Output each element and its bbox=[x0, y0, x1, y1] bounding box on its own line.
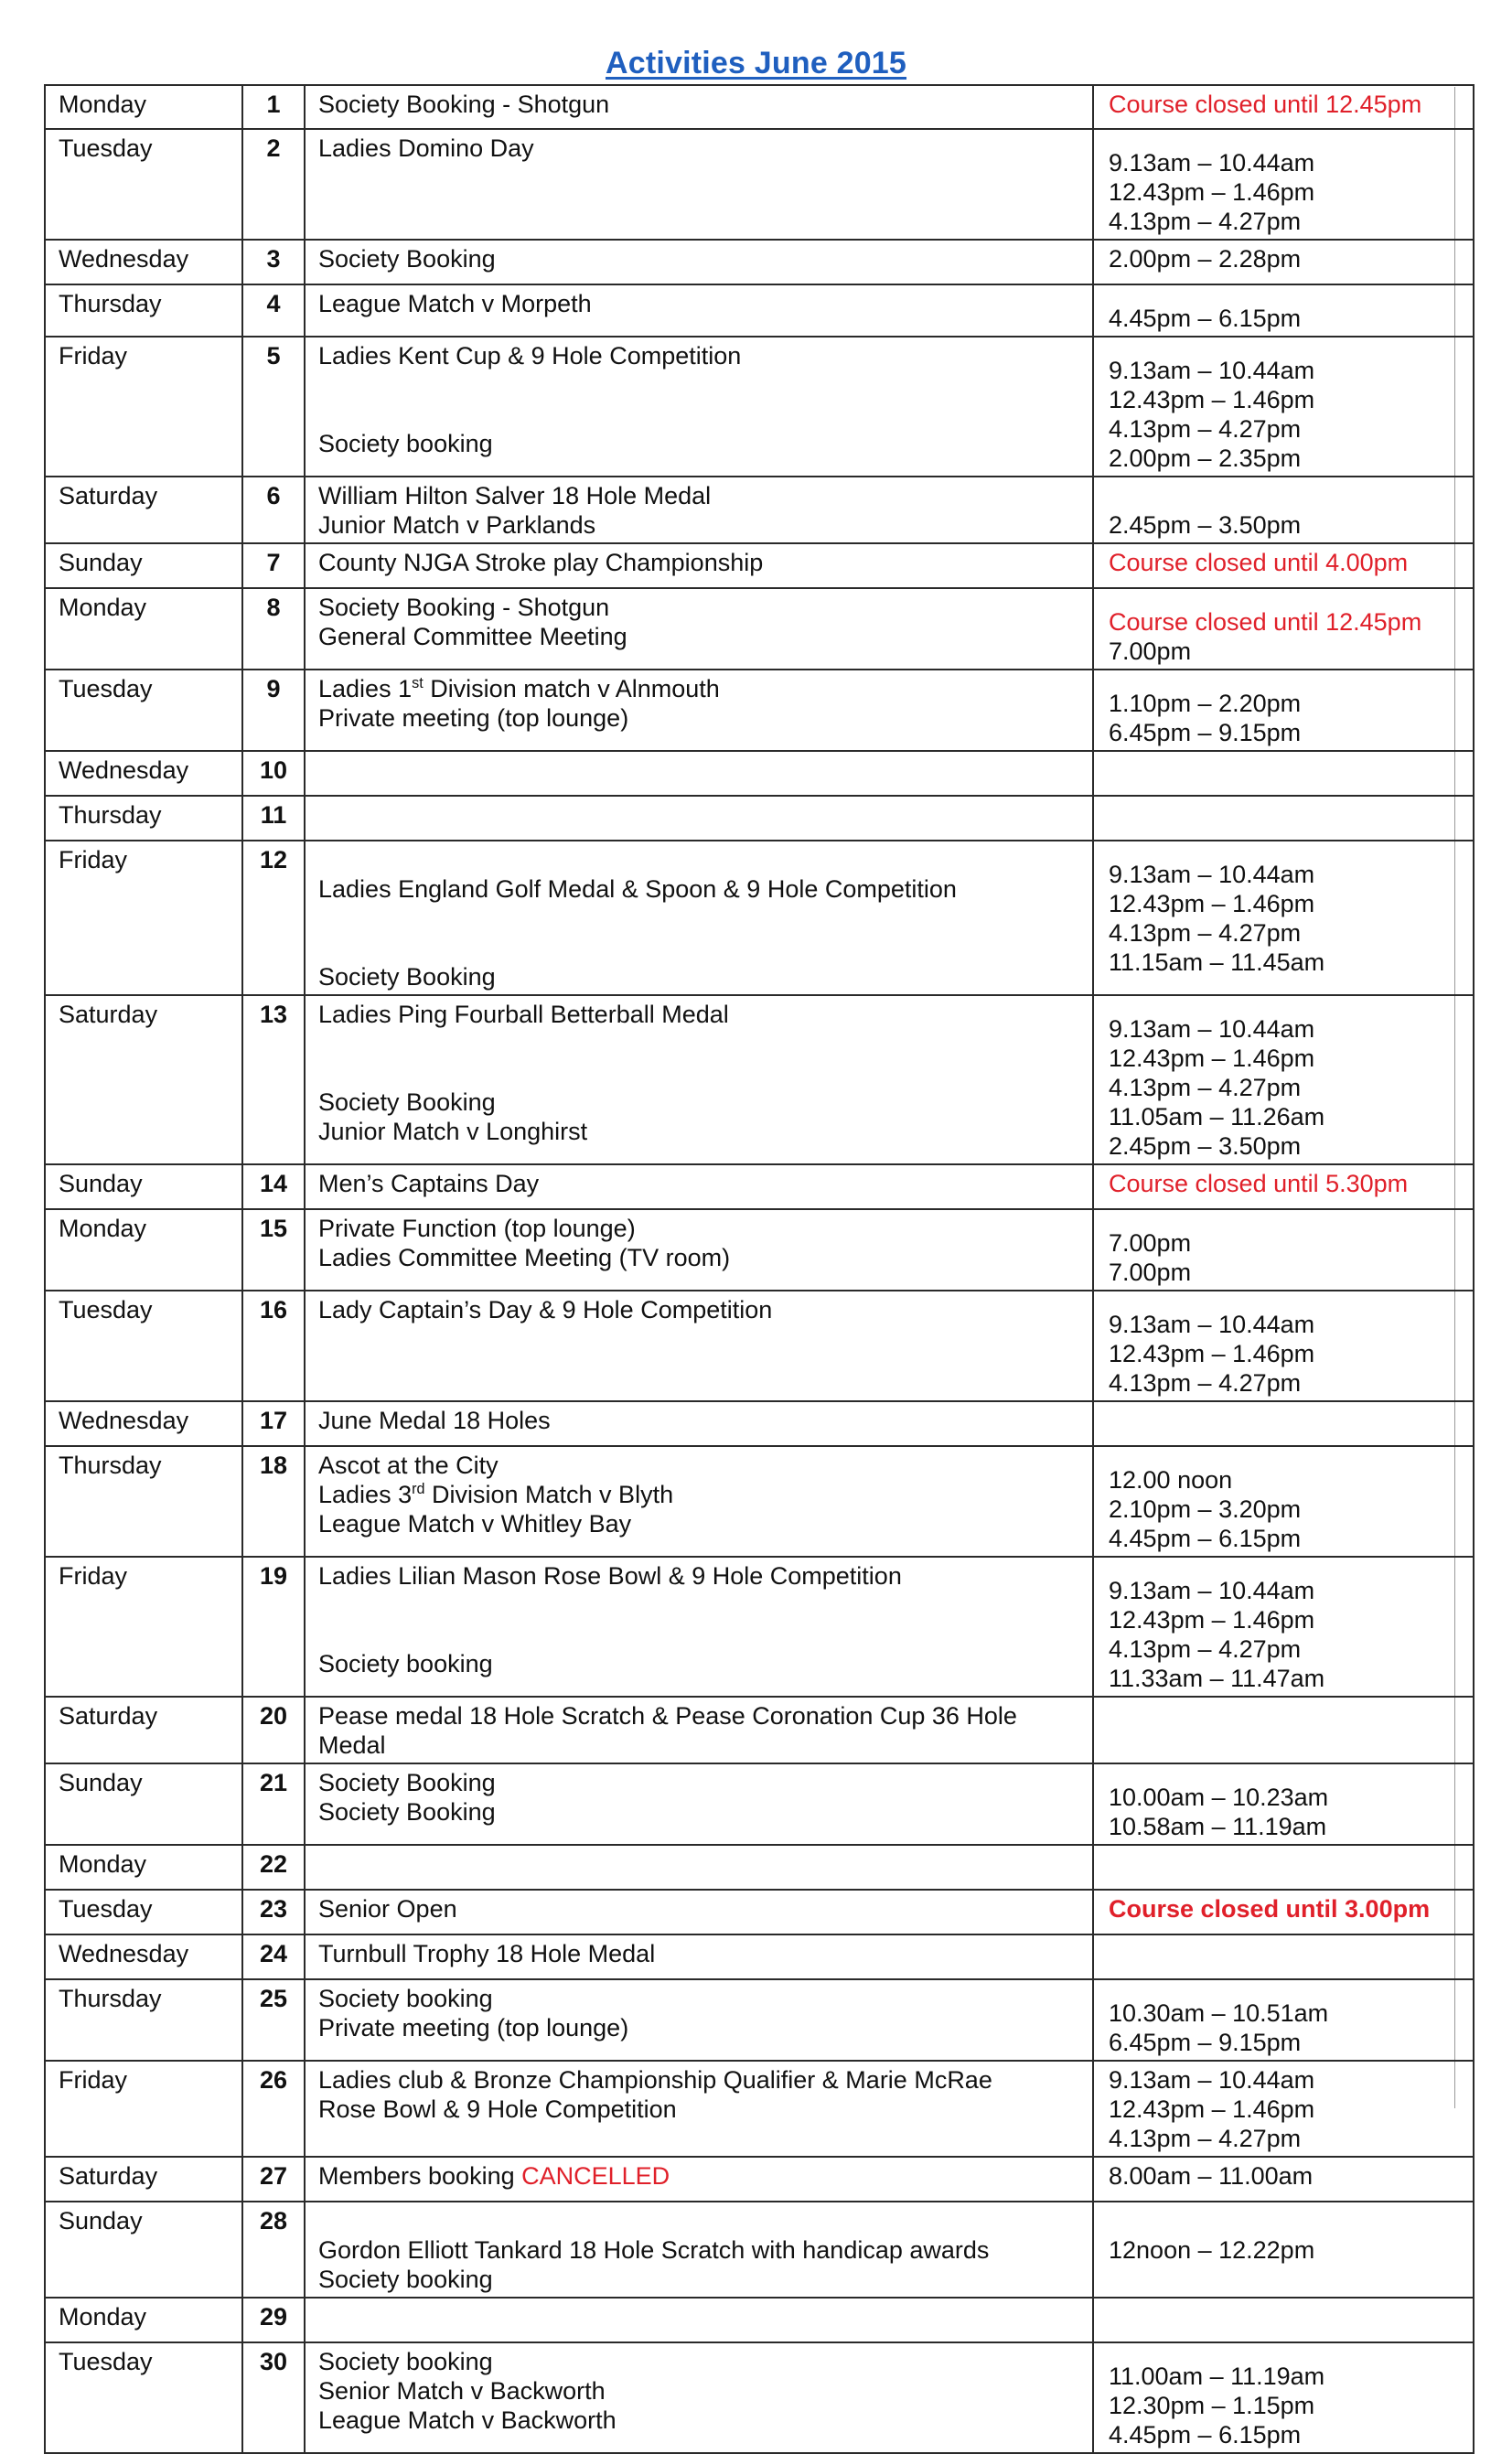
time-cell bbox=[1093, 1845, 1474, 1890]
activity-text: Members booking bbox=[318, 2162, 522, 2190]
time-line: 4.13pm – 4.27pm bbox=[1109, 415, 1302, 443]
time-line: 10.58am – 11.19am bbox=[1109, 1813, 1327, 1840]
day-cell: Friday bbox=[45, 337, 242, 477]
time-line: 4.13pm – 4.27pm bbox=[1109, 1074, 1302, 1101]
time-line: 7.00pm bbox=[1109, 1259, 1192, 1286]
table-row bbox=[45, 995, 1474, 1164]
activity-line: Gordon Elliott Tankard 18 Hole Scratch with handicap awards bbox=[318, 2236, 990, 2264]
activity-line: Men’s Captains Day bbox=[318, 1170, 540, 1197]
date-cell: 30 bbox=[242, 2342, 305, 2453]
date-cell: 2 bbox=[242, 129, 305, 240]
date-cell: 17 bbox=[242, 1401, 305, 1446]
activity-cell bbox=[305, 670, 1093, 751]
time-line: 9.13am – 10.44am bbox=[1109, 1577, 1315, 1604]
time-cell bbox=[1093, 1697, 1474, 1763]
course-closed-notice: Course closed until 4.00pm bbox=[1109, 549, 1409, 576]
activity-cell bbox=[305, 1446, 1093, 1557]
date-cell: 20 bbox=[242, 1697, 305, 1763]
date-cell: 1 bbox=[242, 85, 305, 129]
activity-cell bbox=[305, 2157, 1093, 2202]
activity-line: Society booking bbox=[318, 1650, 493, 1677]
time-cell bbox=[1093, 1979, 1474, 2061]
date-cell: 11 bbox=[242, 796, 305, 841]
table-row bbox=[45, 337, 1474, 477]
time-line: 12.30pm – 1.15pm bbox=[1109, 2392, 1315, 2419]
course-closed-notice: Course closed until 3.00pm bbox=[1109, 1895, 1431, 1923]
activity-cell bbox=[305, 129, 1093, 240]
activity-line: Society Booking - Shotgun bbox=[318, 594, 610, 621]
course-closed-notice: Course closed until 5.30pm bbox=[1109, 1170, 1409, 1197]
activity-cell bbox=[305, 477, 1093, 543]
time-line: 12.43pm – 1.46pm bbox=[1109, 178, 1315, 206]
time-cell bbox=[1093, 1291, 1474, 1401]
date-cell: 22 bbox=[242, 1845, 305, 1890]
table-row bbox=[45, 2061, 1474, 2157]
day-cell: Sunday bbox=[45, 543, 242, 588]
time-cell bbox=[1093, 2342, 1474, 2453]
time-line: 4.45pm – 6.15pm bbox=[1109, 305, 1302, 332]
day-cell: Tuesday bbox=[45, 670, 242, 751]
activity-cell bbox=[305, 85, 1093, 129]
table-row bbox=[45, 284, 1474, 337]
time-line: 7.00pm bbox=[1109, 1229, 1192, 1257]
activity-cell bbox=[305, 751, 1093, 796]
activity-line: Ladies Domino Day bbox=[318, 134, 534, 162]
table-row bbox=[45, 1697, 1474, 1763]
date-cell: 19 bbox=[242, 1557, 305, 1697]
day-cell: Monday bbox=[45, 2298, 242, 2342]
date-cell: 23 bbox=[242, 1890, 305, 1934]
time-cell bbox=[1093, 796, 1474, 841]
activity-line: League Match v Backworth bbox=[318, 2406, 617, 2434]
activity-line bbox=[318, 2161, 1081, 2191]
activity-line: Turnbull Trophy 18 Hole Medal bbox=[318, 1940, 656, 1967]
activity-line: Ladies England Golf Medal & Spoon & 9 Hole Competition bbox=[318, 875, 957, 903]
date-cell: 15 bbox=[242, 1209, 305, 1291]
day-cell: Monday bbox=[45, 1845, 242, 1890]
time-line: 1.10pm – 2.20pm bbox=[1109, 690, 1302, 717]
day-cell: Saturday bbox=[45, 2157, 242, 2202]
day-cell: Saturday bbox=[45, 995, 242, 1164]
time-line: 4.13pm – 4.27pm bbox=[1109, 919, 1302, 947]
day-cell: Tuesday bbox=[45, 129, 242, 240]
table-row bbox=[45, 1401, 1474, 1446]
activity-line: June Medal 18 Holes bbox=[318, 1407, 551, 1434]
table-row bbox=[45, 2298, 1474, 2342]
activity-line: County NJGA Stroke play Championship bbox=[318, 549, 764, 576]
date-cell: 28 bbox=[242, 2202, 305, 2298]
day-cell: Wednesday bbox=[45, 751, 242, 796]
time-line: 2.10pm – 3.20pm bbox=[1109, 1495, 1302, 1523]
activity-line: Medal bbox=[318, 1731, 386, 1759]
day-cell: Monday bbox=[45, 588, 242, 670]
time-cell bbox=[1093, 841, 1474, 995]
activity-line: Ladies Lilian Mason Rose Bowl & 9 Hole Competition bbox=[318, 1562, 902, 1590]
time-cell bbox=[1093, 1557, 1474, 1697]
date-cell: 3 bbox=[242, 240, 305, 284]
day-cell: Thursday bbox=[45, 1979, 242, 2061]
time-cell bbox=[1093, 1446, 1474, 1557]
time-cell bbox=[1093, 2061, 1474, 2157]
time-cell bbox=[1093, 1209, 1474, 1291]
date-cell: 10 bbox=[242, 751, 305, 796]
activity-line: Junior Match v Parklands bbox=[318, 511, 596, 539]
activity-cell bbox=[305, 284, 1093, 337]
activity-line: Private meeting (top lounge) bbox=[318, 704, 629, 732]
table-row bbox=[45, 1890, 1474, 1934]
activity-cell bbox=[305, 2298, 1093, 2342]
table-row bbox=[45, 2202, 1474, 2298]
time-line: 12.43pm – 1.46pm bbox=[1109, 2095, 1315, 2123]
activity-cell bbox=[305, 337, 1093, 477]
course-closed-notice: Course closed until 12.45pm bbox=[1109, 91, 1422, 118]
date-cell: 6 bbox=[242, 477, 305, 543]
time-cell bbox=[1093, 85, 1474, 129]
table-row bbox=[45, 796, 1474, 841]
table-row bbox=[45, 751, 1474, 796]
table-row bbox=[45, 1209, 1474, 1291]
activity-cell bbox=[305, 1890, 1093, 1934]
activity-line: League Match v Morpeth bbox=[318, 290, 592, 317]
activity-text: Division Match v Blyth bbox=[424, 1481, 674, 1508]
activity-line: Rose Bowl & 9 Hole Competition bbox=[318, 2095, 677, 2123]
time-line: 12.43pm – 1.46pm bbox=[1109, 1606, 1315, 1634]
time-line: 11.15am – 11.45am bbox=[1109, 948, 1325, 976]
activity-cell bbox=[305, 543, 1093, 588]
time-line: 9.13am – 10.44am bbox=[1109, 1311, 1315, 1338]
activity-line: Society Booking bbox=[318, 963, 496, 991]
activity-line: League Match v Whitley Bay bbox=[318, 1510, 632, 1538]
time-line: 4.13pm – 4.27pm bbox=[1109, 208, 1302, 235]
activity-cell bbox=[305, 240, 1093, 284]
time-cell bbox=[1093, 129, 1474, 240]
activity-cell bbox=[305, 1845, 1093, 1890]
page-title bbox=[0, 46, 1512, 81]
time-cell bbox=[1093, 477, 1474, 543]
date-cell: 4 bbox=[242, 284, 305, 337]
time-line: 12.00 noon bbox=[1109, 1466, 1233, 1494]
table-row bbox=[45, 1164, 1474, 1209]
activity-line: Society booking bbox=[318, 1985, 493, 2012]
time-cell bbox=[1093, 337, 1474, 477]
activity-line: Senior Match v Backworth bbox=[318, 2377, 606, 2405]
activity-line: William Hilton Salver 18 Hole Medal bbox=[318, 482, 712, 509]
time-cell bbox=[1093, 1763, 1474, 1845]
time-cell bbox=[1093, 995, 1474, 1164]
table-row bbox=[45, 240, 1474, 284]
activity-line: Society booking bbox=[318, 2266, 493, 2293]
date-cell: 14 bbox=[242, 1164, 305, 1209]
activity-line: Ascot at the City bbox=[318, 1452, 499, 1479]
date-cell: 5 bbox=[242, 337, 305, 477]
day-cell: Thursday bbox=[45, 284, 242, 337]
time-cell bbox=[1093, 1890, 1474, 1934]
time-line: 12.43pm – 1.46pm bbox=[1109, 386, 1315, 413]
activity-text: Division match v Alnmouth bbox=[423, 675, 720, 702]
page-title-text: Activities June 2015 bbox=[605, 46, 907, 80]
activity-cell bbox=[305, 1557, 1093, 1697]
activity-line: Society Booking bbox=[318, 245, 496, 273]
day-cell: Friday bbox=[45, 1557, 242, 1697]
date-cell: 24 bbox=[242, 1934, 305, 1979]
activity-cell bbox=[305, 1164, 1093, 1209]
time-line: 9.13am – 10.44am bbox=[1109, 861, 1315, 888]
time-cell bbox=[1093, 543, 1474, 588]
day-cell: Sunday bbox=[45, 2202, 242, 2298]
time-line: 12.43pm – 1.46pm bbox=[1109, 1340, 1315, 1367]
day-cell: Sunday bbox=[45, 1763, 242, 1845]
time-line: 12noon – 12.22pm bbox=[1109, 2236, 1315, 2264]
activity-line: General Committee Meeting bbox=[318, 623, 627, 650]
time-cell bbox=[1093, 1401, 1474, 1446]
day-cell: Thursday bbox=[45, 1446, 242, 1557]
day-cell: Tuesday bbox=[45, 1890, 242, 1934]
activity-cell bbox=[305, 841, 1093, 995]
activity-cell bbox=[305, 1697, 1093, 1763]
time-line: 12.43pm – 1.46pm bbox=[1109, 1045, 1315, 1072]
time-cell bbox=[1093, 670, 1474, 751]
day-cell: Monday bbox=[45, 85, 242, 129]
time-line: 4.45pm – 6.15pm bbox=[1109, 1525, 1302, 1552]
activity-cell bbox=[305, 1291, 1093, 1401]
date-cell: 26 bbox=[242, 2061, 305, 2157]
activity-cell bbox=[305, 1209, 1093, 1291]
table-row bbox=[45, 1763, 1474, 1845]
table-row bbox=[45, 2342, 1474, 2453]
activity-cell bbox=[305, 2342, 1093, 2453]
time-line: 4.13pm – 4.27pm bbox=[1109, 2125, 1302, 2152]
day-cell: Saturday bbox=[45, 1697, 242, 1763]
day-cell: Saturday bbox=[45, 477, 242, 543]
table-row bbox=[45, 85, 1474, 129]
table-row bbox=[45, 1845, 1474, 1890]
time-line: 2.45pm – 3.50pm bbox=[1109, 1132, 1302, 1160]
activity-line: Ladies Ping Fourball Betterball Medal bbox=[318, 1001, 729, 1028]
activity-cell bbox=[305, 1401, 1093, 1446]
time-line: 9.13am – 10.44am bbox=[1109, 357, 1315, 384]
time-line: 12.43pm – 1.46pm bbox=[1109, 890, 1315, 917]
activities-table-body bbox=[45, 85, 1474, 2453]
date-cell: 21 bbox=[242, 1763, 305, 1845]
day-cell: Wednesday bbox=[45, 1401, 242, 1446]
date-cell: 29 bbox=[242, 2298, 305, 2342]
time-line: 6.45pm – 9.15pm bbox=[1109, 2029, 1302, 2056]
day-cell: Friday bbox=[45, 841, 242, 995]
date-cell: 9 bbox=[242, 670, 305, 751]
date-cell: 12 bbox=[242, 841, 305, 995]
date-cell: 16 bbox=[242, 1291, 305, 1401]
time-line: 9.13am – 10.44am bbox=[1109, 2066, 1315, 2094]
activity-cell bbox=[305, 588, 1093, 670]
time-line: 6.45pm – 9.15pm bbox=[1109, 719, 1302, 746]
date-cell: 25 bbox=[242, 1979, 305, 2061]
activities-table bbox=[44, 84, 1474, 2454]
activity-cell bbox=[305, 1979, 1093, 2061]
table-row bbox=[45, 1557, 1474, 1697]
activity-line: Society booking bbox=[318, 430, 493, 457]
activity-line: Lady Captain’s Day & 9 Hole Competition bbox=[318, 1296, 773, 1323]
table-row bbox=[45, 2157, 1474, 2202]
time-line: 11.00am – 11.19am bbox=[1109, 2363, 1325, 2390]
time-line: 8.00am – 11.00am bbox=[1109, 2162, 1314, 2190]
time-cell bbox=[1093, 1934, 1474, 1979]
activity-cell bbox=[305, 1763, 1093, 1845]
time-cell bbox=[1093, 284, 1474, 337]
day-cell: Tuesday bbox=[45, 1291, 242, 1401]
time-line: 9.13am – 10.44am bbox=[1109, 149, 1315, 177]
time-line: 4.13pm – 4.27pm bbox=[1109, 1369, 1302, 1397]
time-line: 10.30am – 10.51am bbox=[1109, 1999, 1329, 2027]
table-row bbox=[45, 1446, 1474, 1557]
time-cell bbox=[1093, 2298, 1474, 2342]
activity-line bbox=[318, 1480, 1081, 1509]
table-row bbox=[45, 670, 1474, 751]
activity-line: Society Booking bbox=[318, 1769, 496, 1796]
day-cell: Friday bbox=[45, 2061, 242, 2157]
activity-line: Ladies club & Bronze Championship Qualifier & Marie McRae bbox=[318, 2066, 992, 2094]
activity-line: Private Function (top lounge) bbox=[318, 1215, 636, 1242]
activity-cell bbox=[305, 2061, 1093, 2157]
activity-line bbox=[318, 674, 1081, 703]
day-cell: Monday bbox=[45, 1209, 242, 1291]
activity-cell bbox=[305, 2202, 1093, 2298]
time-line: 7.00pm bbox=[1109, 638, 1192, 665]
time-line: 10.00am – 10.23am bbox=[1109, 1784, 1329, 1811]
ordinal-suffix: st bbox=[412, 675, 424, 691]
time-cell bbox=[1093, 240, 1474, 284]
time-line: 11.33am – 11.47am bbox=[1109, 1665, 1325, 1692]
activity-line: Society Booking bbox=[318, 1798, 496, 1826]
time-cell bbox=[1093, 2157, 1474, 2202]
activity-line: Society booking bbox=[318, 2348, 493, 2375]
activity-line: Private meeting (top lounge) bbox=[318, 2014, 629, 2041]
date-cell: 8 bbox=[242, 588, 305, 670]
day-cell: Tuesday bbox=[45, 2342, 242, 2453]
activity-line: Ladies Kent Cup & 9 Hole Competition bbox=[318, 342, 742, 370]
time-cell bbox=[1093, 2202, 1474, 2298]
day-cell: Wednesday bbox=[45, 240, 242, 284]
activity-cell bbox=[305, 995, 1093, 1164]
activity-line: Senior Open bbox=[318, 1895, 457, 1923]
time-line: 4.45pm – 6.15pm bbox=[1109, 2421, 1302, 2449]
table-row bbox=[45, 1934, 1474, 1979]
activity-cell bbox=[305, 1934, 1093, 1979]
day-cell: Thursday bbox=[45, 796, 242, 841]
table-row bbox=[45, 543, 1474, 588]
course-closed-notice: Course closed until 12.45pm bbox=[1109, 608, 1422, 636]
activity-line: Ladies Committee Meeting (TV room) bbox=[318, 1244, 731, 1271]
time-line: 4.13pm – 4.27pm bbox=[1109, 1635, 1302, 1663]
day-cell: Wednesday bbox=[45, 1934, 242, 1979]
date-cell: 27 bbox=[242, 2157, 305, 2202]
cancelled-badge: CANCELLED bbox=[521, 2162, 670, 2190]
date-cell: 13 bbox=[242, 995, 305, 1164]
time-line: 2.00pm – 2.35pm bbox=[1109, 445, 1302, 472]
activity-cell bbox=[305, 796, 1093, 841]
date-cell: 18 bbox=[242, 1446, 305, 1557]
activity-line: Pease medal 18 Hole Scratch & Pease Coronation Cup 36 Hole bbox=[318, 1702, 1017, 1730]
activity-line: Society Booking bbox=[318, 1088, 496, 1116]
table-row bbox=[45, 1979, 1474, 2061]
time-cell bbox=[1093, 1164, 1474, 1209]
time-cell bbox=[1093, 588, 1474, 670]
activity-line: Junior Match v Longhirst bbox=[318, 1118, 588, 1145]
activity-text: Ladies 3 bbox=[318, 1481, 413, 1508]
table-row bbox=[45, 841, 1474, 995]
day-cell: Sunday bbox=[45, 1164, 242, 1209]
table-row bbox=[45, 1291, 1474, 1401]
time-line: 2.00pm – 2.28pm bbox=[1109, 245, 1302, 273]
table-row bbox=[45, 588, 1474, 670]
date-cell: 7 bbox=[242, 543, 305, 588]
ordinal-suffix: rd bbox=[412, 1481, 425, 1497]
table-row bbox=[45, 477, 1474, 543]
time-line: 2.45pm – 3.50pm bbox=[1109, 511, 1302, 539]
time-cell bbox=[1093, 751, 1474, 796]
time-line: 11.05am – 11.26am bbox=[1109, 1103, 1325, 1131]
time-line: 9.13am – 10.44am bbox=[1109, 1015, 1315, 1043]
activity-text: Ladies 1 bbox=[318, 675, 413, 702]
table-row bbox=[45, 129, 1474, 240]
activity-line: Society Booking - Shotgun bbox=[318, 91, 610, 118]
